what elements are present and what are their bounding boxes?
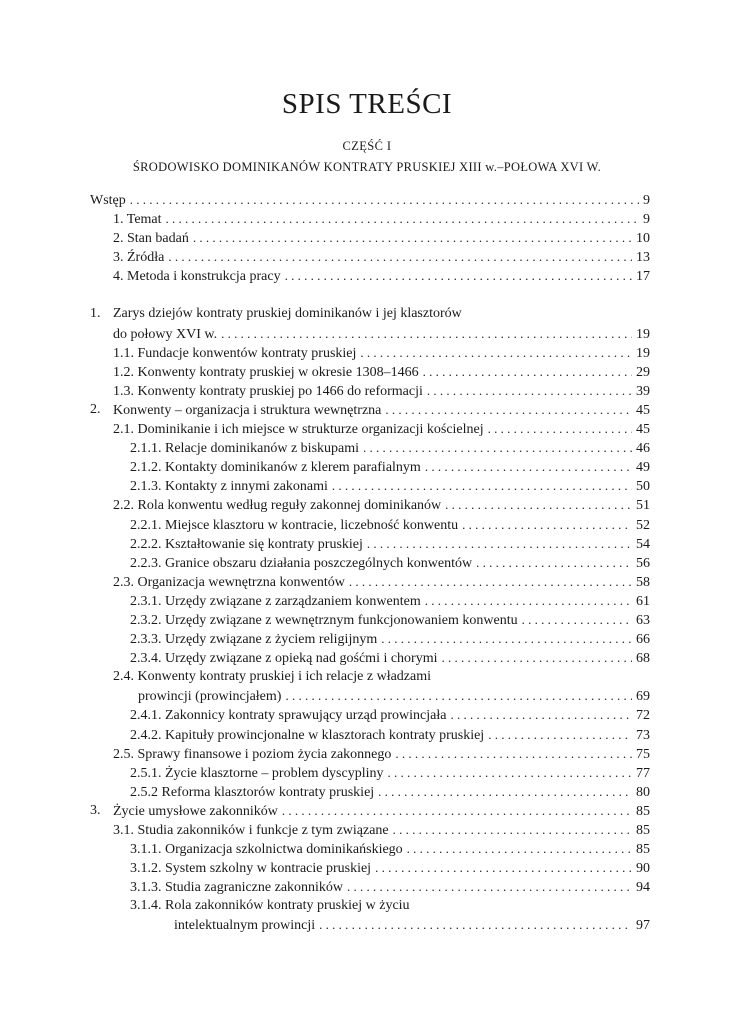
- toc-entry-page: 39: [636, 383, 650, 399]
- toc-leader-dots: [285, 266, 632, 285]
- toc-entry-page: 61: [636, 593, 650, 609]
- toc-entry-title: prowincji (prowincjałem): [138, 689, 282, 705]
- toc-entry: [90, 782, 650, 801]
- toc-entry-number: 2.: [90, 401, 101, 417]
- toc-leader-dots: [423, 362, 632, 381]
- toc-entry-page: 50: [636, 479, 650, 495]
- toc-entry-title: 3.1.1. Organizacja szkolnictwa dominikańskiego: [130, 842, 403, 858]
- toc-entry-page: 66: [636, 632, 650, 648]
- toc-entry: [90, 515, 650, 534]
- toc-entry: [90, 591, 650, 610]
- toc-entry-title: 2.3. Organizacja wewnętrzna konwentów: [113, 574, 345, 590]
- toc-entry-page: 72: [636, 708, 650, 724]
- toc-leader-dots: [393, 820, 632, 839]
- toc-entry: [90, 725, 650, 744]
- toc-entry-title: do połowy XVI w.: [113, 326, 218, 342]
- page-title: SPIS TREŚCI: [281, 88, 453, 120]
- toc-leader-dots: [378, 782, 632, 801]
- toc-entry: [90, 266, 650, 285]
- toc-entry-page: 10: [636, 231, 650, 247]
- table-of-contents: [90, 190, 650, 935]
- toc-entry-title: 3.1. Studia zakonników i funkcje z tym związane: [113, 823, 389, 838]
- toc-entry-page: 19: [636, 345, 650, 361]
- toc-entry: [90, 534, 650, 553]
- toc-leader-dots: [319, 915, 632, 934]
- toc-entry-title: 2.3.4. Urzędy związane z opieką nad gośćmi i chorymi: [130, 651, 438, 667]
- toc-entry: [90, 324, 650, 343]
- toc-entry: [90, 763, 650, 782]
- toc-entry: [90, 438, 650, 457]
- toc-entry-title: 2.5. Sprawy finansowe i poziom życia zakonnego: [113, 746, 392, 762]
- toc-entry-title: Wstęp: [90, 193, 126, 208]
- toc-leader-dots: [193, 228, 632, 247]
- toc-entry-title: 2.5.2 Reforma klasztorów kontraty pruskiej: [130, 784, 375, 800]
- toc-entry-title: Zarys dziejów kontraty pruskiej dominikanów i jej klasztorów: [113, 306, 462, 322]
- toc-entry-page: 75: [636, 746, 650, 762]
- toc-entry: [90, 419, 650, 438]
- toc-entry-title: 2.2.3. Granice obszaru działania poszczególnych konwentów: [130, 555, 473, 571]
- toc-entry-number: 1.: [90, 306, 101, 322]
- toc-leader-dots: [282, 801, 632, 820]
- toc-entry-title: 2.3.1. Urzędy związane z zarządzaniem konwentem: [130, 593, 421, 609]
- toc-entry-title: 2.2.2. Kształtowanie się kontraty pruskiej: [130, 536, 363, 552]
- toc-leader-dots: [332, 476, 632, 495]
- toc-entry-title: 2.4.2. Kapituły prowincjonalne w klasztorach kontraty pruskiej: [130, 727, 485, 743]
- toc-entry: [90, 343, 650, 362]
- toc-entry: [90, 629, 650, 648]
- toc-entry-title: 1.1. Fundacje konwentów kontraty pruskiej: [113, 345, 357, 361]
- toc-entry-title: 2. Stan badań: [113, 231, 189, 247]
- toc-entry-page: 45: [636, 402, 650, 418]
- toc-entry: [90, 381, 650, 400]
- toc-entry-page: 51: [636, 498, 650, 514]
- toc-leader-dots: [388, 763, 633, 782]
- toc-leader-dots: [349, 572, 632, 591]
- toc-entry-page: 9: [643, 212, 650, 228]
- toc-entry: [90, 553, 650, 572]
- toc-entry-title: 2.1.2. Kontakty dominikanów z klerem parafialnym: [130, 460, 421, 476]
- toc-entry-page: 58: [636, 574, 650, 590]
- toc-leader-dots: [450, 705, 632, 724]
- toc-entry: [90, 667, 650, 686]
- toc-leader-dots: [462, 515, 632, 534]
- toc-entry-page: 63: [636, 612, 650, 628]
- toc-leader-dots: [285, 686, 632, 705]
- toc-entry-page: 29: [636, 364, 650, 380]
- toc-leader-dots: [360, 343, 632, 362]
- toc-leader-dots: [476, 553, 632, 572]
- part-label: CZĘŚĆ I: [342, 139, 392, 153]
- toc-entry: [90, 744, 650, 763]
- toc-entry: [90, 400, 650, 419]
- toc-entry-title: 2.3.2. Urzędy związane z wewnętrznym funkcjonowaniem konwentu: [130, 612, 518, 628]
- toc-entry-number: 3.: [90, 802, 101, 818]
- toc-leader-dots: [221, 324, 632, 343]
- toc-entry-title: 2.1.1. Relacje dominikanów z biskupami: [130, 441, 360, 457]
- toc-entry-page: 94: [636, 880, 650, 896]
- toc-entry-title: 1.2. Konwenty kontraty pruskiej w okresie 1308–1466: [113, 364, 419, 380]
- toc-entry: [90, 476, 650, 495]
- toc-entry-page: 97: [636, 918, 650, 934]
- toc-entry-title: 2.5.1. Życie klasztorne – problem dyscypliny: [130, 765, 384, 781]
- toc-entry-page: 52: [636, 517, 650, 533]
- toc-entry-title: 2.4.1. Zakonnicy kontraty sprawujący urząd prowincjała: [130, 708, 447, 724]
- toc-entry-title: 3.1.4. Rola zakonników kontraty pruskiej w życiu: [130, 898, 410, 914]
- toc-entry-page: 49: [636, 460, 650, 476]
- toc-entry: [90, 686, 650, 705]
- toc-entry-title: 2.4. Konwenty kontraty pruskiej i ich relacje z władzami: [113, 669, 432, 685]
- toc-leader-dots: [168, 247, 632, 266]
- toc-entry-page: 90: [636, 861, 650, 877]
- toc-entry: [90, 362, 650, 381]
- toc-entry: [90, 610, 650, 629]
- toc-entry: [90, 457, 650, 476]
- toc-entry-title: 2.2. Rola konwentu według reguły zakonnej dominikanów: [113, 498, 442, 514]
- toc-leader-dots: [381, 629, 632, 648]
- toc-leader-dots: [488, 725, 632, 744]
- part-subtitle: ŚRODOWISKO DOMINIKANÓW KONTRATY PRUSKIEJ XIII w.–POŁOWA XVI W.: [132, 160, 602, 174]
- toc-leader-dots: [425, 457, 632, 476]
- toc-entry-page: 13: [636, 250, 650, 266]
- toc-spacer: [90, 285, 650, 304]
- toc-entry-title: intelektualnym prowincji: [174, 918, 316, 934]
- toc-entry-title: 2.2.1. Miejsce klasztoru w kontracie, liczebność konwentu: [130, 517, 459, 533]
- toc-leader-dots: [427, 381, 632, 400]
- toc-entry: [90, 190, 650, 209]
- toc-entry-title: 4. Metoda i konstrukcja pracy: [113, 269, 281, 285]
- toc-entry-title: 2.3.3. Urzędy związane z życiem religijnym: [130, 632, 378, 648]
- toc-entry: [90, 304, 650, 323]
- toc-entry-title: 1.3. Konwenty kontraty pruskiej po 1466 do reformacji: [113, 383, 423, 399]
- toc-entry-page: 85: [636, 803, 650, 819]
- toc-entry-title: Konwenty – organizacja i struktura wewnętrzna: [113, 402, 382, 418]
- toc-entry: [90, 209, 650, 228]
- toc-entry: [90, 572, 650, 591]
- toc-leader-dots: [130, 190, 639, 209]
- toc-entry: [90, 877, 650, 896]
- toc-entry: [90, 915, 650, 934]
- toc-entry-page: 56: [636, 555, 650, 571]
- toc-leader-dots: [488, 419, 632, 438]
- toc-entry-page: 45: [636, 422, 650, 438]
- toc-entry: [90, 801, 650, 820]
- toc-leader-dots: [375, 858, 632, 877]
- toc-entry: [90, 896, 650, 915]
- toc-leader-dots: [522, 610, 632, 629]
- toc-entry: [90, 705, 650, 724]
- toc-entry-page: 54: [636, 536, 650, 552]
- toc-entry-page: 46: [636, 441, 650, 457]
- toc-leader-dots: [425, 591, 632, 610]
- toc-entry-page: 69: [636, 689, 650, 705]
- toc-entry-page: 77: [636, 765, 650, 781]
- toc-entry-page: 85: [636, 842, 650, 858]
- toc-entry-title: 2.1.3. Kontakty z innymi zakonami: [130, 479, 328, 495]
- toc-leader-dots: [407, 839, 632, 858]
- toc-leader-dots: [367, 534, 632, 553]
- toc-leader-dots: [385, 400, 632, 419]
- toc-leader-dots: [442, 648, 632, 667]
- toc-entry-title: 2.1. Dominikanie i ich miejsce w strukturze organizacji kościelnej: [113, 422, 484, 438]
- toc-entry-title: 3. Źródła: [113, 250, 165, 266]
- toc-entry-title: 3.1.2. System szkolny w kontracie pruskiej: [130, 861, 372, 877]
- toc-entry-page: 19: [636, 326, 650, 342]
- toc-entry: [90, 648, 650, 667]
- toc-entry-title: 3.1.3. Studia zagraniczne zakonników: [130, 880, 344, 896]
- toc-entry-page: 73: [636, 727, 650, 743]
- toc-entry-page: 68: [636, 651, 650, 667]
- toc-leader-dots: [166, 209, 639, 228]
- toc-entry: [90, 858, 650, 877]
- toc-leader-dots: [363, 438, 632, 457]
- toc-leader-dots: [445, 495, 632, 514]
- toc-entry-page: 9: [643, 193, 650, 208]
- toc-entry: [90, 228, 650, 247]
- toc-leader-dots: [395, 744, 632, 763]
- toc-entry-title: Życie umysłowe zakonników: [113, 803, 278, 819]
- toc-entry-page: 85: [636, 823, 650, 838]
- toc-entry-title: 1. Temat: [113, 212, 162, 228]
- toc-entry-page: 17: [636, 269, 650, 285]
- toc-leader-dots: [347, 877, 632, 896]
- toc-entry: [90, 820, 650, 839]
- toc-entry-page: 80: [636, 784, 650, 800]
- toc-entry: [90, 495, 650, 514]
- toc-entry: [90, 247, 650, 266]
- toc-entry: [90, 839, 650, 858]
